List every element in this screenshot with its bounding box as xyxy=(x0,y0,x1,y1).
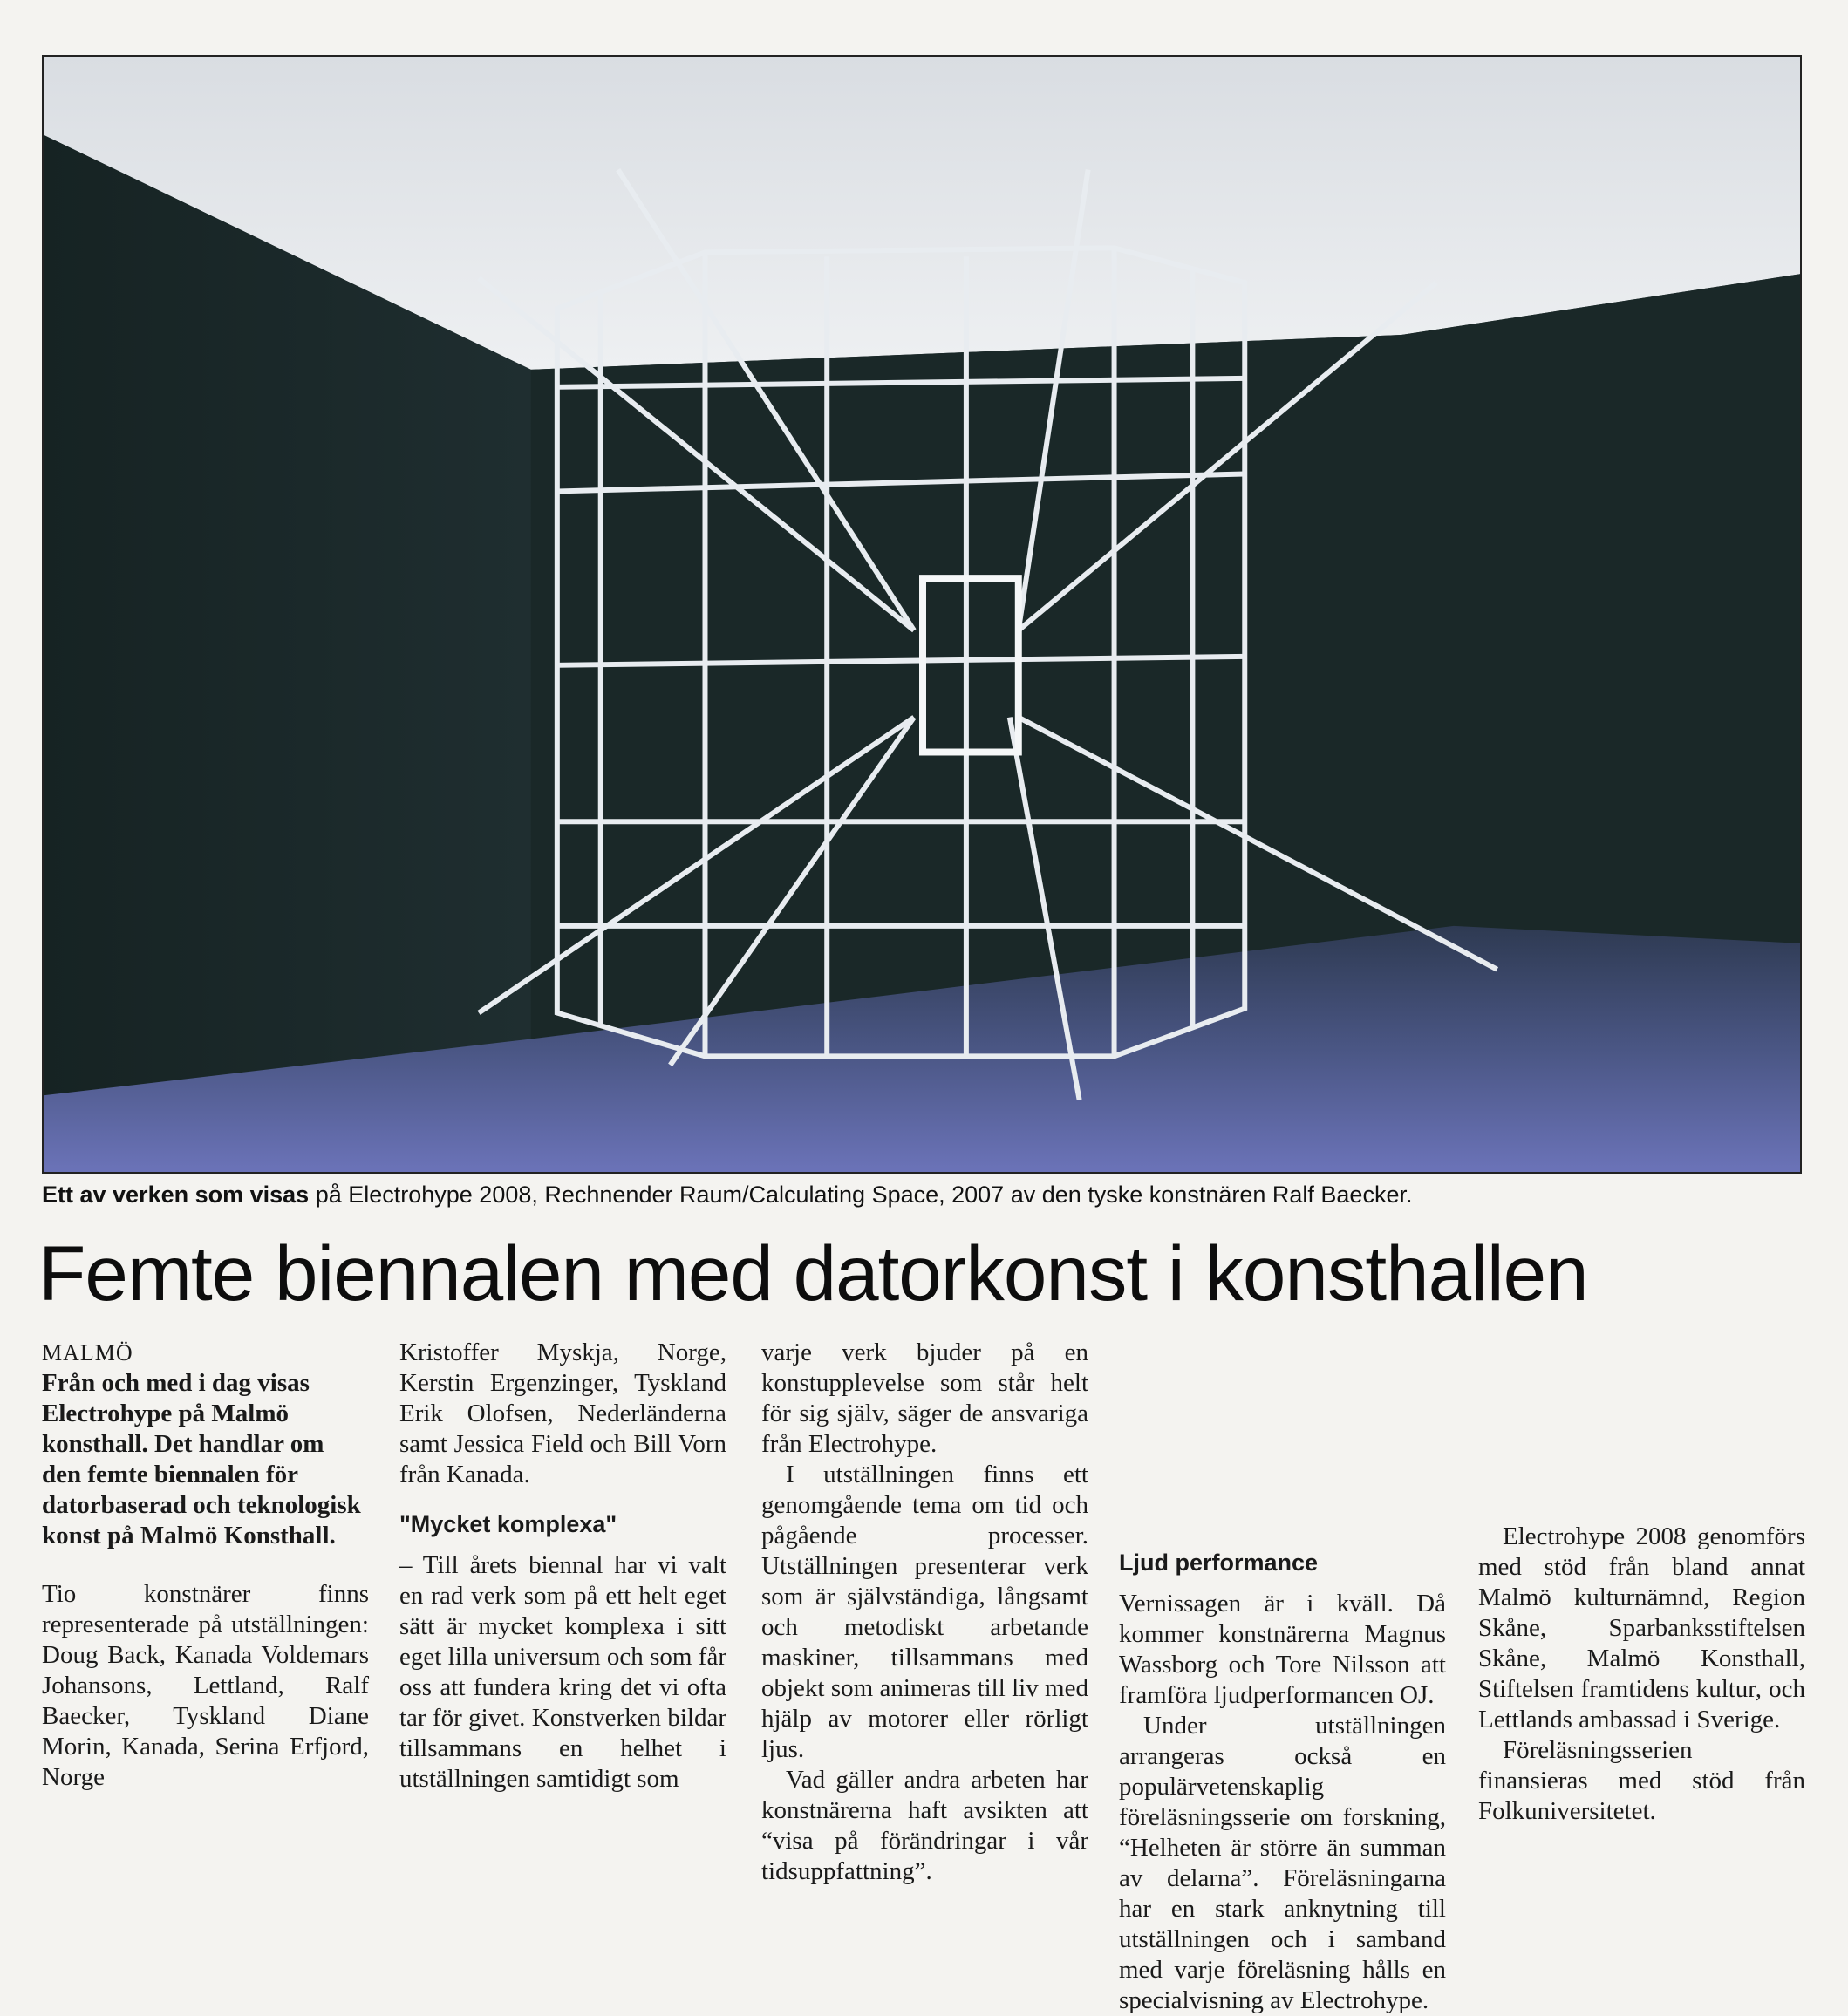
caption-text: på Electrohype 2008, Rechnender Raum/Calculating Space, 2007 av den tyske konstnären Ralf Baecker. xyxy=(309,1182,1413,1208)
subhead-mycket-komplexa: "Mycket komplexa" xyxy=(399,1511,617,1537)
paragraph: Under utställningen arrangeras också en populärvetenskaplig föreläsningsserie om forskning, “Helheten är större än summan av delarna”. Föreläsningarna har en stark anknytning till utställningen och i samband med varje föreläsning hålls en specialvisning av Electrohype. xyxy=(1119,1712,1446,2014)
paragraph: – Till årets biennal har vi valt en rad verk som på ett helt eget sätt är mycket komplexa i sitt eget lilla universum och som får oss att fundera kring det vi ofta tar för givet. Konstverken bildar tillsammans en helhet i utställningen samtidigt som xyxy=(399,1551,726,1793)
paragraph: Vernissagen är i kväll. Då kommer konstnärerna Magnus Wassborg och Tore Nilsson att framföra ljudperformancen OJ. xyxy=(1119,1590,1446,1709)
paragraph: Vad gäller andra arbeten har konstnärerna haft avsikten att “visa på förändringar i vår tidsuppfattning”. xyxy=(761,1766,1088,1885)
paragraph: varje verk bjuder på en konstupplevelse som står helt för sig själv, säger de ansvariga från Electrohype. xyxy=(761,1338,1088,1458)
article-column-1 xyxy=(42,1338,369,1793)
subhead-ljud-performance: Ljud performance xyxy=(1119,1549,1319,1576)
article-column-3 xyxy=(761,1338,1088,1887)
photo-caption xyxy=(42,1177,1812,1212)
paragraph: Tio konstnärer finns representerade på utställningen: Doug Back, Kanada Voldemars Johansons, Lettland, Ralf Baecker, Tyskland Diane Morin, Kanada, Serina Erfjord, Norge xyxy=(42,1580,369,1791)
lede: Från och med i dag visas Electrohype på Malmö konsthall. Det handlar om den femte biennalen för datorbaserad och teknologisk konst på Malmö Konsthall. xyxy=(42,1369,361,1549)
installation-image xyxy=(44,57,1800,1172)
headline: Femte biennalen med datorkonst i konsthallen xyxy=(38,1229,1588,1317)
paragraph: I utställningen finns ett genomgående tema om tid och pågående processer. Utställningen presenterar verk som är självständiga, långsamt och metodiskt arbetande maskiner, tillsammans med objekt som animeras till liv med hjälp av motorer eller rörligt ljus. xyxy=(761,1461,1088,1763)
paragraph: Electrohype 2008 genomförs med stöd från bland annat Malmö kulturnämnd, Region Skåne, Sparbanksstiftelsen Skåne, Malmö Konsthall, Stiftelsen framtidens kultur, och Lettlands ambassad i Sverige. xyxy=(1478,1522,1805,1733)
caption-lead: Ett av verken som visas xyxy=(42,1182,310,1208)
gallery-photo xyxy=(42,55,1802,1174)
dateline: MALMÖ xyxy=(42,1340,133,1366)
paragraph: Föreläsningsserien finansieras med stöd från Folkuniversitetet. xyxy=(1478,1736,1805,1825)
article-column-2 xyxy=(399,1338,726,1795)
article-column-4 xyxy=(1119,1548,1446,2016)
article-column-5 xyxy=(1478,1522,1805,1827)
paragraph: Kristoffer Myskja, Norge, Kerstin Ergenzinger, Tyskland Erik Olofsen, Nederländerna samt Jessica Field och Bill Vorn från Kanada. xyxy=(399,1338,726,1488)
